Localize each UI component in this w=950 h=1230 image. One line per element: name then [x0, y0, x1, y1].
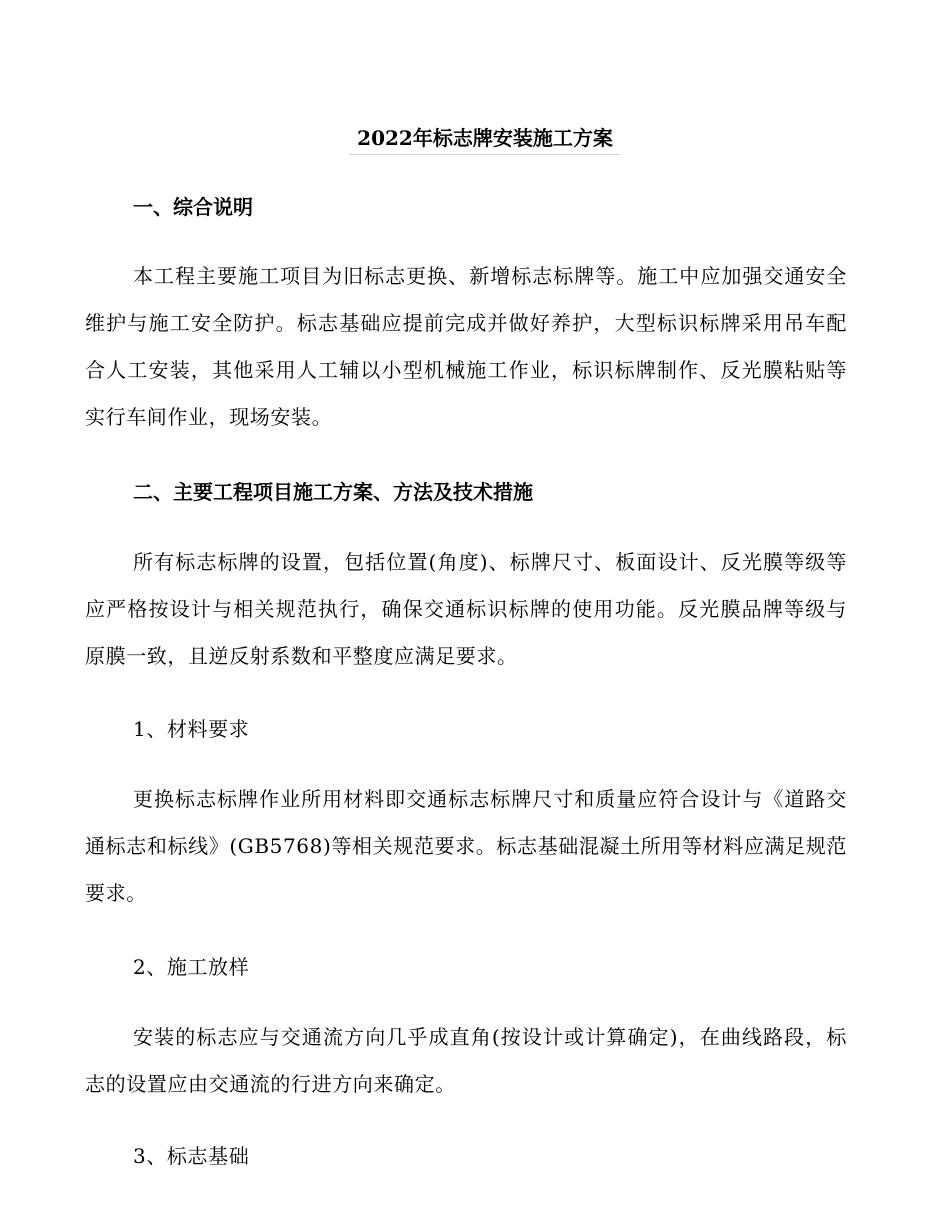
subsection-heading-layout: 2、施工放样: [133, 955, 250, 979]
subsection-heading-foundation: 3、标志基础: [133, 1144, 250, 1168]
subsection-heading-materials: 1、材料要求: [133, 717, 250, 741]
section-paragraph-1: 本工程主要施工项目为旧标志更换、新增标志标牌等。施工中应加强交通安全维护与施工安全防护。标志基础应提前完成并做好养护，大型标识标牌采用吊车配合人工安装，其他采用人工辅以小型机械施工作业，标识标牌制作、反光膜粘贴等实行车间作业，现场安装。: [85, 264, 847, 429]
document-title: 2022年标志牌安装施工方案: [350, 122, 620, 155]
subsection-paragraph-layout: 安装的标志应与交通流方向几乎成直角(按设计或计算确定)，在曲线路段，标志的设置应由交通流的行进方向来确定。: [85, 1025, 847, 1096]
subsection-paragraph-materials: 更换标志标牌作业所用材料即交通标志标牌尺寸和质量应符合设计与《道路交通标志和标线》(GB5768)等相关规范要求。标志基础混凝土所用等材料应满足规范要求。: [85, 787, 847, 905]
section-heading-1: 一、综合说明: [133, 195, 253, 219]
section-heading-2: 二、主要工程项目施工方案、方法及技术措施: [133, 480, 533, 504]
section-paragraph-2: 所有标志标牌的设置，包括位置(角度)、标牌尺寸、板面设计、反光膜等级等应严格按设计与相关规范执行，确保交通标识标牌的使用功能。反光膜品牌等级与原膜一致，且逆反射系数和平整度应满足要求。: [85, 550, 847, 668]
